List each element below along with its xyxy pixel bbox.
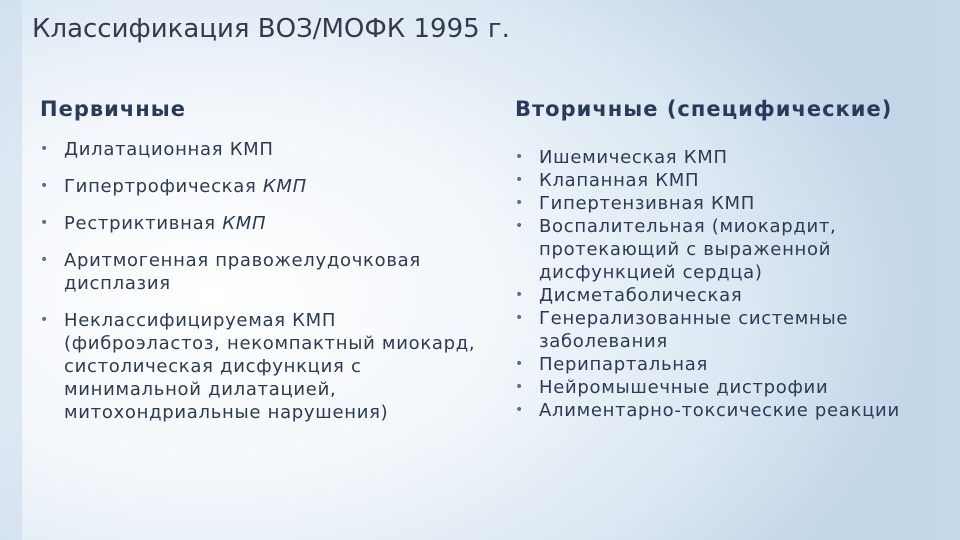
bullet-icon: • [515,172,524,188]
list-item-text: Гипертензивная КМП [539,193,755,214]
list-item [515,399,935,422]
list-item [40,138,480,161]
list-item-text: Рестриктивная [64,213,223,234]
bullet-icon: • [40,141,49,157]
list-item [515,215,935,284]
list-item-text: Гипертрофическая [64,176,263,197]
bullet-icon: • [515,310,524,326]
list-item [515,192,935,215]
list-item [40,175,480,198]
list-item [515,284,935,307]
bullet-icon: • [40,178,49,194]
primary-list [40,138,480,424]
list-item-text: Клапанная КМП [539,170,700,191]
right-edge-band [936,0,960,540]
list-item-text: Воспалительная (миокардит, протекающий с выраженной дисфункцией сердца) [539,216,837,283]
bullet-icon: • [515,218,524,234]
list-item-text: Неклассифицируемая КМП (фиброэластоз, некомпактный миокард, систолическая дисфункция с минимальной дилатацией, митохондриальные нарушения) [64,310,476,423]
list-item [40,249,480,295]
secondary-column [515,94,935,422]
list-item [515,169,935,192]
secondary-list [515,146,935,422]
slide-title: Классификация ВОЗ/МОФК 1995 г. [32,14,510,44]
bullet-icon: • [515,195,524,211]
primary-heading: Первичные [40,97,187,121]
list-item [515,376,935,399]
list-item [40,212,480,235]
list-item [40,309,480,424]
list-item-text: Нейромышечные дистрофии [539,377,829,398]
list-item-text: Дилатационная КМП [64,139,274,160]
bullet-icon: • [515,149,524,165]
list-item-text: Генерализованные системные заболевания [539,308,849,352]
bullet-icon: • [515,356,524,372]
bullet-icon: • [40,312,49,328]
list-item-text: Алиментарно-токсические реакции [539,400,900,421]
bullet-icon: • [515,287,524,303]
list-item-text: Дисметаболическая [539,285,743,306]
left-edge-band [0,0,22,540]
list-item-italic: КМП [262,176,307,197]
bullet-icon: • [515,379,524,395]
list-item [515,353,935,376]
list-item [515,307,935,353]
list-item-italic: КМП [222,213,267,234]
list-item-text: Ишемическая КМП [539,147,728,168]
bullet-icon: • [515,402,524,418]
list-item [515,146,935,169]
list-item-text: Аритмогенная правожелудочковая дисплазия [64,250,421,294]
primary-column [40,94,480,424]
secondary-heading: Вторичные (специфические) [515,97,893,121]
bullet-icon: • [40,252,49,268]
bullet-icon: • [40,215,49,231]
list-item-text: Перипартальная [539,354,709,375]
